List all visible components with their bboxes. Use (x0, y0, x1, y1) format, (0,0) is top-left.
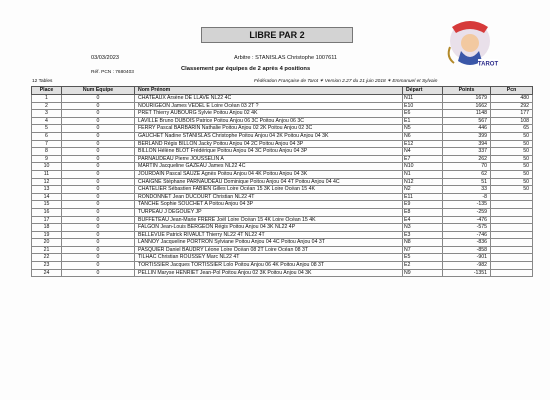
points-cell: -1351 (443, 269, 491, 277)
points-cell: 446 (443, 125, 491, 133)
points-cell: 337 (443, 148, 491, 156)
num-equipe-cell: 0 (62, 148, 135, 156)
table-body (32, 95, 533, 277)
col-header-depart: Départ (403, 87, 443, 95)
pcn-cell (491, 224, 533, 232)
points-cell: 1148 (443, 110, 491, 118)
table-row (32, 262, 533, 270)
depart-cell: E8 (403, 208, 443, 216)
depart-cell: N5 (403, 125, 443, 133)
place-cell: 16 (32, 208, 62, 216)
place-cell: 19 (32, 231, 62, 239)
depart-cell: N3 (403, 224, 443, 232)
points-cell: -135 (443, 201, 491, 209)
points-cell: -901 (443, 254, 491, 262)
pcn-cell: 50 (491, 132, 533, 140)
place-cell: 20 (32, 239, 62, 247)
pcn-cell (491, 193, 533, 201)
num-equipe-cell: 0 (62, 254, 135, 262)
points-cell: 70 (443, 163, 491, 171)
points-cell: -476 (443, 216, 491, 224)
depart-cell: N1 (403, 170, 443, 178)
pcn-cell: 50 (491, 186, 533, 194)
depart-cell: N4 (403, 148, 443, 156)
pcn-cell: 50 (491, 140, 533, 148)
table-row (32, 148, 533, 156)
points-cell: 1679 (443, 95, 491, 103)
place-cell: 5 (32, 125, 62, 133)
table-row (32, 132, 533, 140)
table-row (32, 246, 533, 254)
depart-cell: E9 (403, 201, 443, 209)
nom-prenom-cell: CHATELIER Sébastien FABIEN Gilles Loire Océan 15 3K Loire Océan 15 4K (135, 186, 403, 194)
pcn-cell (491, 239, 533, 247)
points-cell: -836 (443, 239, 491, 247)
points-cell: 62 (443, 170, 491, 178)
event-date: 03/03/2023 (91, 55, 119, 61)
federation-line: Fédération Française de Tarot ✶ Version 2.27 du 21 juin 2018 ✶ Emmanuel et Sylvain (254, 79, 438, 84)
num-equipe-cell: 0 (62, 132, 135, 140)
nom-prenom-cell: GAUCHET Nadine STANISLAS Christophe Poitou Anjou 04 2K Poitou Anjou 04 3K (135, 132, 403, 140)
pcn-cell: 108 (491, 117, 533, 125)
table-row (32, 201, 533, 209)
depart-cell: N2 (403, 186, 443, 194)
nom-prenom-cell: LAVILLE Bruno DUBOIS Patrice Poitou Anjou 06 3C Poitou Anjou 06 3C (135, 117, 403, 125)
depart-cell: N8 (403, 239, 443, 247)
num-equipe-cell: 0 (62, 155, 135, 163)
points-cell: 262 (443, 155, 491, 163)
pcn-cell: 177 (491, 110, 533, 118)
place-cell: 15 (32, 201, 62, 209)
num-equipe-cell: 0 (62, 193, 135, 201)
col-header-pcn: Pcn (491, 87, 533, 95)
pcn-cell (491, 246, 533, 254)
depart-cell: E4 (403, 216, 443, 224)
num-equipe-cell: 0 (62, 102, 135, 110)
pcn-cell (491, 216, 533, 224)
place-cell: 22 (32, 254, 62, 262)
nom-prenom-cell: LANNOY Jacqueline PORTRON Sylviane Poitou Anjou 04 4C Poitou Anjou 04 3T (135, 239, 403, 247)
table-header-row (32, 87, 533, 95)
num-equipe-cell: 0 (62, 163, 135, 171)
nom-prenom-cell: BILLON Hélène BLOT Frédérique Poitou Anjou 04 3C Poitou Anjou 04 3P (135, 148, 403, 156)
place-cell: 21 (32, 246, 62, 254)
place-cell: 3 (32, 110, 62, 118)
pcn-cell (491, 231, 533, 239)
nom-prenom-cell: PARNAUDEAU Pierre JOUSSELIN A (135, 155, 403, 163)
points-cell: 51 (443, 178, 491, 186)
points-cell: 394 (443, 140, 491, 148)
depart-cell: E12 (403, 140, 443, 148)
num-equipe-cell: 0 (62, 262, 135, 270)
table-row (32, 95, 533, 103)
points-cell: 33 (443, 186, 491, 194)
nom-prenom-cell: CHAIGNE Stéphane PARNAUDEAU Dominique Poitou Anjou 04 4T Poitou Anjou 04 4C (135, 178, 403, 186)
col-header-num-equipe: Num Equipe (62, 87, 135, 95)
table-row (32, 163, 533, 171)
num-equipe-cell: 0 (62, 140, 135, 148)
table-row (32, 239, 533, 247)
nom-prenom-cell: BERLAND Régis BILLON Jacky Poitou Anjou 04 2C Poitou Anjou 04 3P (135, 140, 403, 148)
table-row (32, 117, 533, 125)
pcn-cell: 65 (491, 125, 533, 133)
table-row (32, 208, 533, 216)
nom-prenom-cell: BELLÈVUE Patrick RIVAULT Thierry NL22 4T NL22 4T (135, 231, 403, 239)
num-equipe-cell: 0 (62, 224, 135, 232)
col-header-points: Points (443, 87, 491, 95)
depart-cell: E10 (403, 102, 443, 110)
points-cell: -575 (443, 224, 491, 232)
nom-prenom-cell: RONDONNET Jean DUCOURT Christian NL22 4T (135, 193, 403, 201)
depart-cell: N6 (403, 132, 443, 140)
tables-count: 12 Tables (32, 79, 53, 84)
num-equipe-cell: 0 (62, 125, 135, 133)
points-cell: -746 (443, 231, 491, 239)
nom-prenom-cell: NOURIGEON James VEDEL E Loire Océan 03 2T ? (135, 102, 403, 110)
pcn-cell: 50 (491, 155, 533, 163)
nom-prenom-cell: PASQUIER Daniel BAUDRY Léone Loire Océan 08 2T Loire Océan 08 3T (135, 246, 403, 254)
table-row (32, 170, 533, 178)
place-cell: 6 (32, 132, 62, 140)
num-equipe-cell: 0 (62, 117, 135, 125)
table-row (32, 193, 533, 201)
place-cell: 9 (32, 155, 62, 163)
pcn-cell (491, 262, 533, 270)
ref-pcn: Réf. PCN : 7680403 (91, 70, 134, 75)
nom-prenom-cell: MARTIN Jacqueline GAZEAU James NL22 4C (135, 163, 403, 171)
table-row (32, 110, 533, 118)
points-cell: -982 (443, 262, 491, 270)
depart-cell: E6 (403, 110, 443, 118)
table-row (32, 155, 533, 163)
table-row (32, 186, 533, 194)
num-equipe-cell: 0 (62, 201, 135, 209)
nom-prenom-cell: TANCHE Sophie SOUCHET A Poitou Anjou 04 3P (135, 201, 403, 209)
table-row (32, 269, 533, 277)
place-cell: 13 (32, 186, 62, 194)
num-equipe-cell: 0 (62, 239, 135, 247)
classement-table (31, 86, 533, 277)
num-equipe-cell: 0 (62, 170, 135, 178)
depart-cell: N12 (403, 178, 443, 186)
nom-prenom-cell: BUFFETEAU Jean-Marie FRERE Joël Loire Océan 15 4K Loire Océan 15 4K (135, 216, 403, 224)
classement-heading: Classement par équipes de 2 après 4 positions (181, 66, 311, 72)
nom-prenom-cell: JOURDAIN Pascal SAUZE Agnès Poitou Anjou 04 4K Poitou Anjou 04 3K (135, 170, 403, 178)
num-equipe-cell: 0 (62, 95, 135, 103)
document-title: LIBRE PAR 2 (201, 27, 353, 43)
tarot-logo-icon (440, 17, 500, 75)
place-cell: 17 (32, 216, 62, 224)
arbitre-label: Arbitre : STANISLAS Christophe 1007611 (234, 55, 338, 61)
depart-cell: E3 (403, 231, 443, 239)
depart-cell: N7 (403, 246, 443, 254)
points-cell: -259 (443, 208, 491, 216)
points-cell: 567 (443, 117, 491, 125)
pcn-cell: 50 (491, 163, 533, 171)
place-cell: 23 (32, 262, 62, 270)
place-cell: 2 (32, 102, 62, 110)
place-cell: 10 (32, 163, 62, 171)
pcn-cell (491, 201, 533, 209)
nom-prenom-cell: TURPEAU J DEGOUEY JP (135, 208, 403, 216)
num-equipe-cell: 0 (62, 231, 135, 239)
table-row (32, 224, 533, 232)
place-cell: 11 (32, 170, 62, 178)
pcn-cell: 50 (491, 178, 533, 186)
depart-cell: N11 (403, 95, 443, 103)
pcn-cell (491, 208, 533, 216)
place-cell: 14 (32, 193, 62, 201)
pcn-cell: 480 (491, 95, 533, 103)
table-row (32, 178, 533, 186)
table-row (32, 231, 533, 239)
place-cell: 12 (32, 178, 62, 186)
pcn-cell: 50 (491, 148, 533, 156)
depart-cell: E1 (403, 117, 443, 125)
table-row (32, 125, 533, 133)
place-cell: 7 (32, 140, 62, 148)
pcn-cell (491, 254, 533, 262)
depart-cell: E5 (403, 254, 443, 262)
place-cell: 4 (32, 117, 62, 125)
num-equipe-cell: 0 (62, 216, 135, 224)
nom-prenom-cell: TILHAC Christian ROUSSEY Marc NL22 4T (135, 254, 403, 262)
num-equipe-cell: 0 (62, 208, 135, 216)
table-row (32, 216, 533, 224)
nom-prenom-cell: FERRY Pascal BARBARIN Nathalie Poitou Anjou 02 2K Poitou Anjou 02 3C (135, 125, 403, 133)
depart-cell: N10 (403, 163, 443, 171)
place-cell: 18 (32, 224, 62, 232)
pcn-cell (491, 269, 533, 277)
place-cell: 24 (32, 269, 62, 277)
points-cell: 1662 (443, 102, 491, 110)
points-cell: -8 (443, 193, 491, 201)
depart-cell: E2 (403, 262, 443, 270)
col-header-nom-prenom: Nom Prénom (135, 87, 403, 95)
pcn-cell: 292 (491, 102, 533, 110)
table-row (32, 254, 533, 262)
table-row (32, 102, 533, 110)
num-equipe-cell: 0 (62, 269, 135, 277)
num-equipe-cell: 0 (62, 178, 135, 186)
place-cell: 8 (32, 148, 62, 156)
nom-prenom-cell: PELLIN Maryse HENRIET Jean-Pol Poitou Anjou 02 3K Poitou Anjou 04 3K (135, 269, 403, 277)
points-cell: -858 (443, 246, 491, 254)
nom-prenom-cell: CHATEAUX Arsène DE LLAVE NL22 4C (135, 95, 403, 103)
nom-prenom-cell: TORTISSIER Jacques TORTISSIER Lolo Poitou Anjou 06 4K Poitou Anjou 08 3T (135, 262, 403, 270)
num-equipe-cell: 0 (62, 110, 135, 118)
table-row (32, 140, 533, 148)
nom-prenom-cell: PRET Thierry AUBOURG Sylvie Poitou Anjou 02 4K (135, 110, 403, 118)
depart-cell: N9 (403, 269, 443, 277)
nom-prenom-cell: FALGON Jean-Louis BERGEON Régis Poitou Anjou 04 3K NL22 4P (135, 224, 403, 232)
depart-cell: E11 (403, 193, 443, 201)
logo-text: TAROT (477, 61, 499, 68)
num-equipe-cell: 0 (62, 186, 135, 194)
col-header-place: Place (32, 87, 62, 95)
place-cell: 1 (32, 95, 62, 103)
pcn-cell: 50 (491, 170, 533, 178)
points-cell: 399 (443, 132, 491, 140)
depart-cell: E7 (403, 155, 443, 163)
num-equipe-cell: 0 (62, 246, 135, 254)
